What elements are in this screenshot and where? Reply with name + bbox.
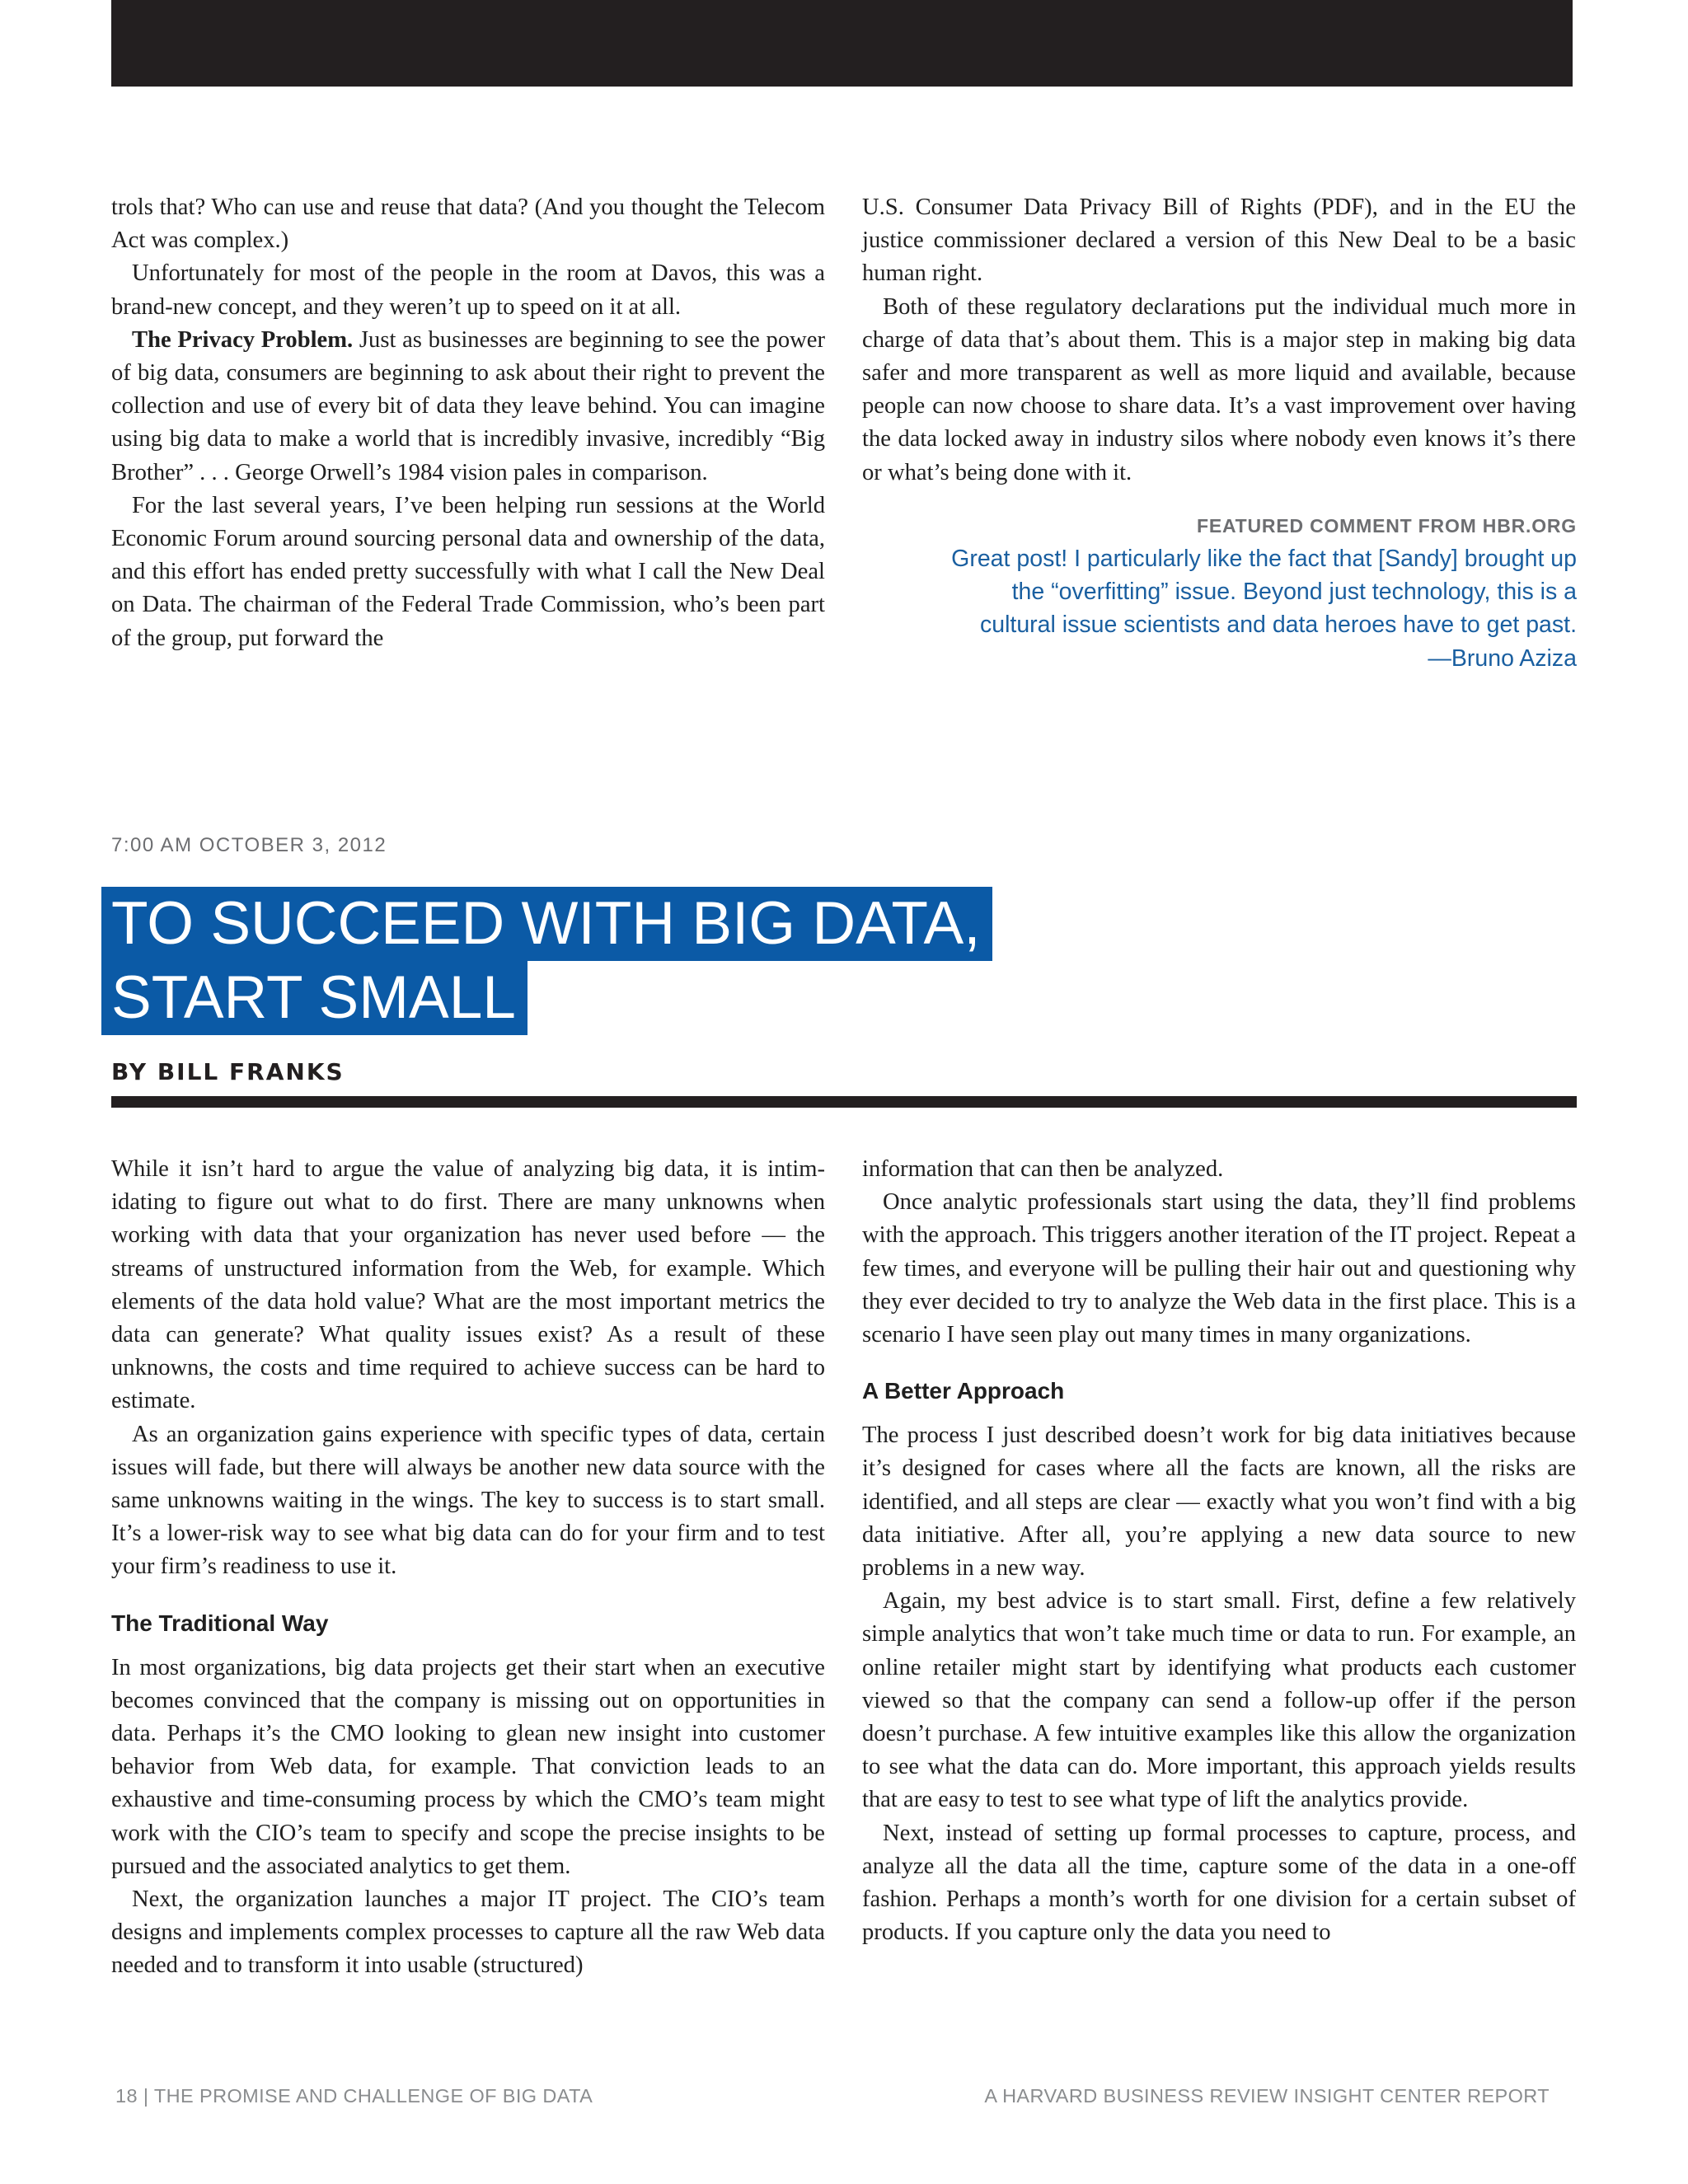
article-dateline: 7:00 AM OCTOBER 3, 2012	[111, 834, 387, 856]
featured-comment-text: Great post! I particularly like the fact that [Sandy] brought up the “overfitting” issue. Beyond just technology, this is a cultural issue scientists and data heroes have to get past. —Bruno Aziza	[951, 546, 1577, 672]
article-right-column	[862, 1153, 1576, 1949]
paragraph: Next, instead of setting up formal processes to capture, process, and analyze all the data all the time, capture some of the data in a one-off fashion. Perhaps a month’s worth for one division for a certain subset of products. If you capture only the data you need to	[862, 1820, 1576, 1946]
top-left-column	[111, 191, 825, 655]
paragraph: Next, the organization launches a major IT project. The CIO’s team designs and implements complex processes to capture all the raw Web data needed and to transform it into usable (structured)	[111, 1886, 825, 1979]
featured-comment	[950, 509, 1577, 675]
privacy-runin-heading: The Privacy Problem.	[132, 326, 354, 353]
article-left-column	[111, 1153, 825, 1983]
headline-line-1: TO SUCCEED WITH BIG DATA,	[101, 887, 992, 961]
footer-page-label: 18 | THE PROMISE AND CHALLENGE OF BIG DATA	[115, 2085, 593, 2107]
privacy-paragraph	[111, 324, 825, 490]
featured-comment-label: FEATURED COMMENT FROM HBR.ORG	[1196, 515, 1577, 537]
paragraph: For the last several years, I’ve been helping run sessions at the World Economic Forum around sourcing personal data and ownership of the data, and this effort has ended pretty successfully with what I call the New Deal on Data. The chairman of the Federal Trade Commission, who’s been part of the group, put forward the	[111, 492, 825, 651]
paragraph: U.S. Consumer Data Privacy Bill of Rights (PDF), and in the EU the justice commissioner declared a version of this New Deal to be a basic human right.	[862, 194, 1576, 287]
top-right-column	[862, 191, 1576, 490]
paragraph: trols that? Who can use and reuse that data? (And you thought the Telecom Act was complex.)	[111, 194, 825, 254]
paragraph: Again, my best advice is to start small. First, define a few relatively simple analytics that won’t take much time or data to run. For example, an online retailer might start by identifying what products each customer viewed so that the company can send a follow-up offer if the person doesn’t purchase. A few intuitive examples like this allow the organization to see what the data can do. More important, this approach yields results that are easy to test to see what type of lift the analytics provide.	[862, 1588, 1576, 1813]
paragraph: While it isn’t hard to argue the value of analyzing big data, it is intimidating to figure out what to do first. There are many unknowns when working with data that your organization has never used before — the streams of unstructured information from the Web, for example. Which elements of the data hold value? What are the most important metrics the data can generate? What quality issues exist? As a result of these unknowns, the costs and time required to achieve success can be hard to estimate.	[111, 1156, 825, 1414]
paragraph: In most organizations, big data projects get their start when an executive becomes convinced that the company is missing out on opportunities in data. Perhaps it’s the CMO looking to glean new insight into customer behavior from Web data, for example. That conviction leads to an exhaustive and time-consuming process by which the CMO’s team might work with the CIO’s team to specify and scope the precise insights to be pursued and the associated analytics to get them.	[111, 1654, 825, 1879]
paragraph: As an organization gains experience with specific types of data, certain issues will fade, but there will always be another new data source with the same unknowns waiting in the wings. The key to success is to start small. It’s a lower-risk way to see what big data can do for your firm and to test your firm’s readiness to use it.	[111, 1421, 825, 1580]
paragraph: Both of these regulatory declarations put the individual much more in charge of data that’s about them. This is a major step in making big data safer and more transparent as well as more liquid and available, because people can now choose to share data. It’s a vast improvement over having the data locked away in industry silos where nobody even knows it’s there or what’s being done with it.	[862, 293, 1576, 485]
privacy-text: Just as businesses are beginning to see the power of big data, consumers are beginning to ask about their right to prevent the collection and use of every bit of data they leave behind. You can imagine using big data to make a world that is incredibly invasive, incredibly “Big Brother” . . . George Orwell’s 1984 vision pales in comparison.	[111, 326, 825, 485]
paragraph: Unfortunately for most of the people in the room at Davos, this was a brand-new concept, and they weren’t up to speed on it at all.	[111, 260, 825, 320]
top-banner-bar	[111, 0, 1573, 87]
section-heading-better: A Better Approach	[862, 1378, 1065, 1404]
footer-report-label: A HARVARD BUSINESS REVIEW INSIGHT CENTER REPORT	[984, 2085, 1550, 2107]
paragraph: The process I just described doesn’t work for big data initiatives because it’s designed for cases where all the facts are known, all the risks are identified, and all steps are clear — exactly what you won’t find with a big data initiative. After all, you’re applying a new data source to new problems in a new way.	[862, 1422, 1576, 1582]
section-heading-traditional: The Traditional Way	[111, 1610, 329, 1636]
paragraph: information that can then be analyzed.	[862, 1156, 1224, 1182]
paragraph: Once analytic professionals start using the data, they’ll find problems with the approach. This triggers another iteration of the IT project. Repeat a few times, and everyone will be pulling their hair out and questioning why they ever decided to try to analyze the Web data in the first place. This is a scenario I have seen play out many times in many organizations.	[862, 1189, 1576, 1348]
headline-line-2: START SMALL	[101, 961, 528, 1035]
article-byline: BY BILL FRANKS	[111, 1058, 345, 1085]
article-headline	[101, 887, 992, 1035]
divider-rule	[111, 1096, 1577, 1108]
